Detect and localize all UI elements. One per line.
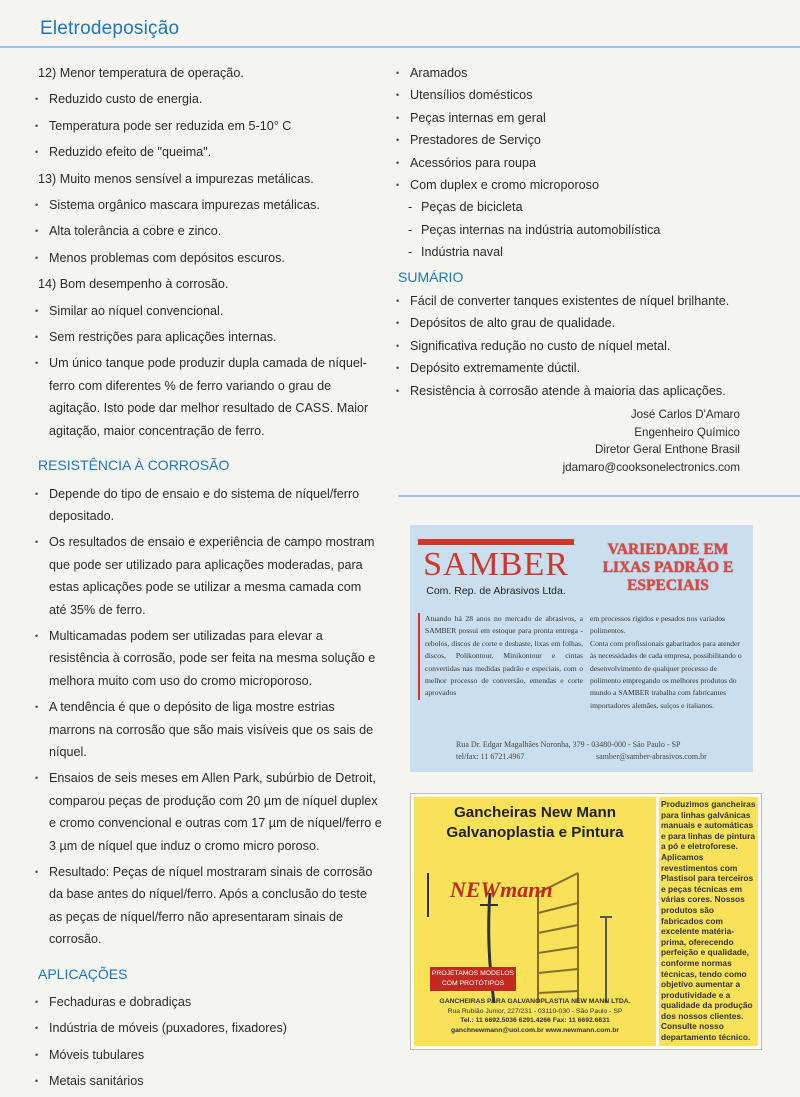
bullet: • Com duplex e cromo microporoso (396, 174, 744, 196)
author-title: Engenheiro Químico (634, 425, 740, 439)
newmann-email-web[interactable]: ganchnewmann@uol.com.br www.newmann.com.br (450, 1026, 619, 1034)
bullet: • Utensílios domésticos (396, 84, 744, 106)
samber-text-right (590, 613, 748, 712)
bullet: • Resultado: Peças de níquel mostraram sinais de corrosão da base antes do níquel/ferro. Após a conclusão do teste as peças de níquel/ferro não apresentaram sinais de corrosão. (28, 861, 382, 951)
section-heading-aplicacoes: APLICAÇÕES (38, 965, 128, 982)
newmann-phone: Tel.: 11 6692.5036 6291.4266 Fax: 11 6692.6631 (460, 1017, 610, 1025)
bullet: • Peças internas em geral (396, 107, 744, 129)
bullet: • Indústria de móveis (puxadores, fixadores) (28, 1017, 382, 1039)
item-14: 14) Bom desempenho à corrosão. (38, 277, 229, 292)
bullet: • Móveis tubulares (28, 1044, 382, 1066)
samber-email[interactable]: samber@samber-abrasivos.com.br (596, 752, 707, 761)
bullet: • Depósitos de alto grau de qualidade. (396, 312, 744, 334)
samber-logo (418, 539, 574, 597)
newmann-illustration (420, 853, 652, 1011)
left-column (28, 62, 382, 1097)
newmann-company: GANCHEIRAS PARA GALVANOPLASTIA NEW MANN LTDA. (439, 998, 631, 1005)
samber-phone: tel/fax: 11 6721.4967 (456, 752, 525, 761)
bullet: • Sem restrições para aplicações internas. (28, 326, 382, 348)
bullet: • Os resultados de ensaio e experiência de campo mostram que pode ser utilizado para aplicações moderadas, para estas aplicações pode se utilizar a mesma camada com até 35% de ferro. (28, 531, 382, 621)
bullet: • Reduzido custo de energia. (28, 88, 382, 110)
newmann-side-text: Produzimos gancheiras para linhas galvânicas manuais e automáticas e para linhas de pintura a pó e eletroforese. Aplicamos revestimentos com Plastisol para terceiros e peças técnicas em várias cores. Nossos produtos são fabricados com excelente matéria-prima, oferecendo perfeição e qualidade, conforme normas técnicas, tendo como objetivo aumentar a produtividade e a qualidade da produção dos nossos clientes. Consulte nosso departamento técnico. (659, 797, 758, 1046)
bullet: • Depende do tipo de ensaio e do sistema de níquel/ferro depositado. (28, 483, 382, 528)
author-email[interactable]: jdamaro@cooksonelectronics.com (562, 460, 740, 474)
newmann-main-panel (414, 797, 656, 1046)
author-name: José Carlos D'Amaro (630, 408, 740, 422)
newmann-title-line2: Galvanoplastia e Pintura (446, 824, 624, 841)
sub-item: - Peças de bicicleta (396, 196, 744, 218)
bullet: • Similar ao níquel convencional. (28, 300, 382, 322)
bullet: • Temperatura pode ser reduzida em 5-10° C (28, 115, 382, 137)
samber-headline: VARIEDADE EM LIXAS PADRÃO E ESPECIAIS (602, 541, 734, 594)
samber-text-left: Atuando há 28 anos no mercado de abrasivos, a SAMBER possui em estoque para pronta entrega - rebolos, discos de corte e desbaste, lixas em folhas, discos, Polikontour, Minikontour e cintas convertidas nas medidas padrão e especiais, com o melhor processo de conversão, emendas e corte aprovados (418, 613, 583, 700)
bullet: • Aramados (396, 62, 744, 84)
author-signature (396, 406, 744, 476)
newmann-contact (414, 997, 656, 1035)
item-13: 13) Muito menos sensível a impurezas metálicas. (38, 171, 314, 186)
samber-text-right-p2: Conta com profissionais gabaritados para atender às necessidades de cada empresa, possibilitando o desenvolvimento de qualquer processo de polimento empregando os melhores produtos do mundo a SAMBER trabalha com fabricantes importadores alemães, suíços e italianos. (590, 638, 742, 710)
bullet: • Reduzido efeito de "queima". (28, 141, 382, 163)
section-heading-sumario: SUMÁRIO (398, 268, 464, 285)
bullet: • Resistência à corrosão atende à maioria das aplicações. (396, 380, 744, 402)
bullet: • Significativa redução no custo de níquel metal. (396, 335, 744, 357)
newmann-badge: PROJETAMOS MODELOS COM PROTÓTIPOS (430, 967, 516, 991)
sub-item: - Peças internas na indústria automobilística (396, 219, 744, 241)
section-heading-corrosao: RESISTÊNCIA À CORROSÃO (38, 457, 230, 474)
bullet: • Multicamadas podem ser utilizadas para elevar a resistência à corrosão, pode ser feita na mesma solução e melhora muito com uso do cromo microporoso. (28, 625, 382, 692)
bullet: • Depósito extremamente dúctil. (396, 357, 744, 379)
item-12: 12) Menor temperatura de operação. (38, 66, 244, 80)
bullet: • Menos problemas com depósitos escuros. (28, 247, 382, 269)
sub-item: - Indústria naval (396, 241, 744, 263)
newmann-logo: NEWmann (450, 877, 553, 902)
author-role: Diretor Geral Enthone Brasil (595, 443, 740, 457)
bullet: • A tendência é que o depósito de liga mostre estrias marrons na corrosão que são mais visíveis que os sais de níquel. (28, 696, 382, 763)
newmann-title (414, 803, 656, 843)
bullet: • Ensaios de seis meses em Allen Park, subúrbio de Detroit, comparou peças de produção com 20 µm de níquel duplex e cromo convencional e outras com 17 µm de níquel/ferro e 3 µm de níquel que induz o cromo micro poroso. (28, 767, 382, 857)
newmann-title-line1: Gancheiras New Mann (453, 804, 617, 821)
bullet: • Sistema orgânico mascara impurezas metálicas. (28, 194, 382, 216)
right-column (396, 62, 744, 476)
bullet: • Alta tolerância a cobre e zinco. (28, 220, 382, 242)
samber-ad[interactable] (410, 525, 753, 772)
bullet: • Acessórios para roupa (396, 152, 744, 174)
page-header (0, 0, 800, 48)
newmann-address: Rua Rubião Junior, 227/231 - 03110-030 - São Paulo - SP (447, 1007, 623, 1015)
bullet: • Fácil de converter tanques existentes de níquel brilhante. (396, 290, 744, 312)
samber-address: Rua Dr. Edgar Magalhães Noronha, 379 - 03480-000 - São Paulo - SP (456, 740, 681, 749)
bullet: • Prestadores de Serviço (396, 129, 744, 151)
bullet: • Um único tanque pode produzir dupla camada de níquel-ferro com diferentes % de ferro variando o grau de agitação. Isto pode dar melhor resultado de CASS. Maior agitação, maior concentração de ferro. (28, 352, 382, 442)
samber-text-right-p1: em processos rígidos e pesados nos variados polimentos. (590, 614, 725, 636)
samber-name: SAMBER (423, 546, 569, 583)
divider (398, 495, 800, 497)
bullet: • Fechaduras e dobradiças (28, 991, 382, 1013)
samber-subtitle: Com. Rep. de Abrasivos Ltda. (426, 585, 566, 597)
bullet: • Metais sanitários (28, 1070, 382, 1092)
newmann-ad[interactable] (410, 793, 762, 1050)
page-title: Eletrodeposição (40, 18, 180, 39)
